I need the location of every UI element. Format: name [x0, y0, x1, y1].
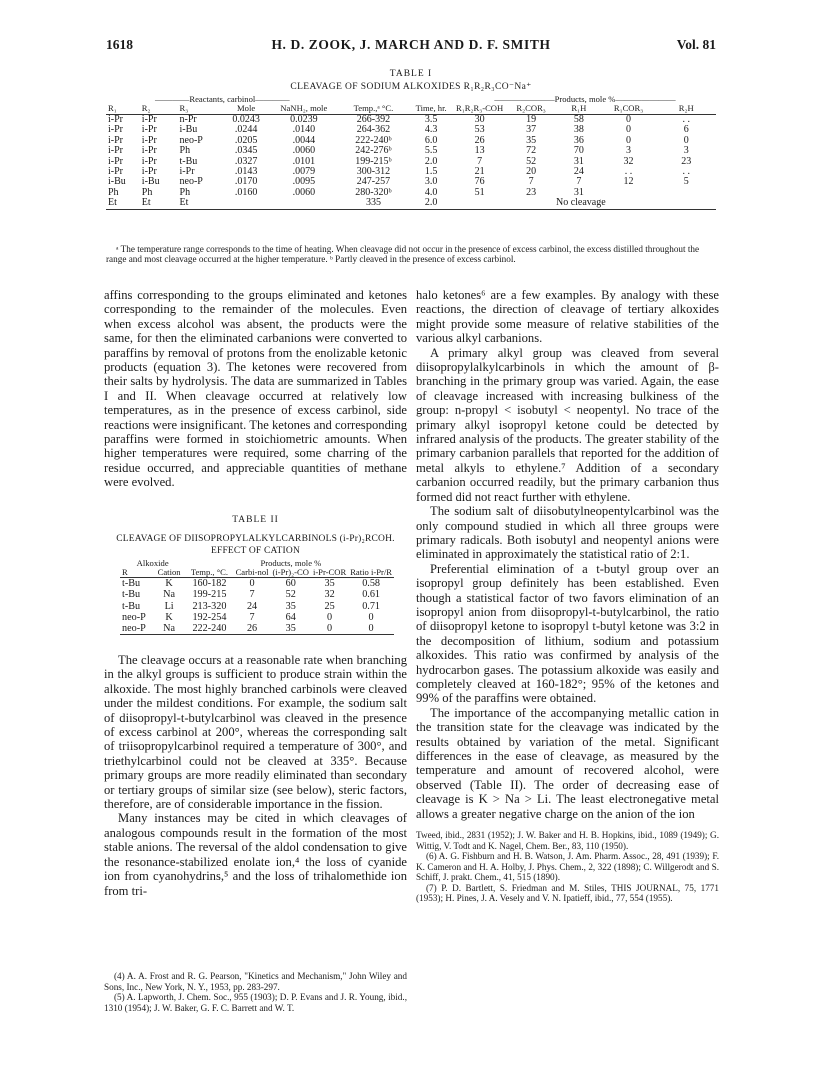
footnote: (4) A. A. Frost and R. G. Pearson, "Kinetics and Mechanism," John Wiley and Sons, Inc., New York, N. Y., 1953, pp. 283-297.: [104, 971, 407, 992]
table1-cell: .0101: [292, 155, 316, 167]
table1-group-reactants: ————Reactants, carbinol————: [155, 94, 290, 104]
table1-cell: . .: [682, 114, 690, 125]
footnote: Tweed, ibid., 2831 (1952); J. W. Baker and H. B. Hopkins, ibid., 1089 (1949); G. Wittig, V. Todt and K. Nagel, Chem. Ber., 83, 110 (1950).: [416, 830, 719, 851]
table1-cell: 0.0239: [290, 114, 318, 125]
left-column: [104, 288, 407, 490]
table1-cell: .0244: [234, 124, 258, 136]
running-authors: H. D. ZOOK, J. MARCH AND D. F. SMITH: [271, 37, 551, 52]
table1-cell: 24: [573, 166, 584, 178]
volume-label: Vol. 81: [676, 37, 716, 52]
table2-cell: 26: [234, 623, 271, 635]
table2: [120, 559, 394, 635]
table1-cell: 4.0: [424, 186, 438, 198]
table2-cell: t-Bu: [122, 578, 141, 589]
table1-cell: .0044: [292, 134, 316, 146]
table1-col-header: Time, hr.: [408, 104, 454, 115]
table2-cell: 0: [327, 611, 333, 623]
table1-cell: 12: [623, 176, 634, 188]
table1-cell: 6: [683, 124, 689, 136]
table2-cell: 35: [271, 623, 311, 635]
right-column: [416, 288, 719, 821]
table1-caption: CLEAVAGE OF SODIUM ALKOXIDES R₁R₂R₃CO⁻Na⁺: [290, 82, 532, 92]
table2-row: [120, 601, 394, 612]
table1-cell: .0060: [292, 145, 316, 157]
table1-cell: i-Pr: [108, 114, 123, 125]
table1-cell: . .: [682, 166, 690, 178]
table1-cell: .0327: [234, 155, 258, 167]
table2-title: TABLE II: [232, 515, 279, 525]
table1-cell: neo-P: [179, 176, 203, 188]
table1-col-header: R₁R₂R₃-COH: [456, 103, 504, 113]
table1-cell: 247-257: [356, 176, 391, 188]
table1-cell: 35: [526, 134, 537, 146]
table1-cell: 19: [526, 114, 537, 125]
table1-cell: 72: [526, 145, 537, 157]
table2-cell: 192-254: [192, 611, 227, 623]
table1-cell: i-Pr: [141, 134, 157, 146]
table1-cell: i-Pr: [141, 166, 157, 178]
table1-cell: 52: [526, 155, 537, 167]
table1-cell: Ph: [179, 186, 191, 198]
table1-cell: 0: [626, 114, 632, 125]
table1-col-header: Temp.,ᵃ °C.: [339, 104, 409, 115]
table1-cell: 7: [576, 176, 582, 188]
table1-cell: 23: [681, 155, 692, 167]
table2-col-header: i-Pr-COR: [312, 567, 347, 577]
table1-row: [106, 198, 716, 209]
table2-cell: 160-182: [192, 578, 227, 589]
table1-cell: Et: [106, 198, 140, 209]
table1-cell: i-Bu: [108, 176, 126, 188]
table1-cell: 222-240ᵇ: [355, 134, 392, 146]
table1-cell: i-Pr: [141, 155, 157, 167]
table1-cell: 53: [474, 124, 485, 136]
table2-cell: Li: [164, 600, 174, 612]
table2-cell: neo-P: [120, 623, 153, 635]
footnote: (7) P. D. Bartlett, S. Friedman and M. Stiles, THIS JOURNAL, 75, 1771 (1953); H. Pines, J. A. Vesely and V. N. Ipatieff, ibid., 77, 554 (1955).: [416, 882, 719, 903]
table1-cell: Et: [178, 198, 224, 209]
table1-cell: 26: [474, 134, 485, 146]
table1-row: [106, 177, 716, 187]
table1-cell: 3.5: [424, 114, 438, 125]
table1-title: TABLE I: [389, 69, 433, 79]
paragraph: A primary alkyl group was cleaved from several diisopropylalkylcarbinols in which the amount of β-branching in the primary group was varied. Again, the ease of cleavage increased with increasing bulkiness of the group: n-propyl < isobutyl < neopentyl. No trace of the primary alkyl isopropyl ketone could be detected by infrared analysis of the products. The greater stability of the primary carbanion parallels that reported for the addition of metal alkyls to ethylene.⁷ Addition of a secondary carbanion occurred readily, but the primary carbanion thus formed did not react further with ethylene.: [416, 345, 719, 504]
table1-cell: 6.0: [424, 134, 438, 146]
table1-cell: . .: [624, 166, 633, 178]
table1-cell: 242-276ᵇ: [355, 145, 392, 157]
table1-cell: .0079: [292, 166, 316, 178]
table1-cell: i-Pr: [141, 145, 157, 157]
table1-cell: 70: [573, 145, 584, 157]
table1-col-header: R₁COR₃: [601, 104, 657, 115]
table1-cell: neo-P: [179, 134, 203, 146]
table1-row: [106, 136, 716, 146]
table1-cell: 21: [474, 166, 485, 178]
page-number: 1618: [106, 37, 133, 52]
table1-cell: 23: [526, 186, 537, 198]
table1-cell: 76: [474, 176, 485, 188]
table1-row: [106, 115, 716, 126]
table1-col-header: R₃: [178, 104, 224, 115]
left-column-lower: [104, 653, 407, 898]
table2-cell: 35: [324, 578, 335, 589]
table2-cell: Na: [153, 623, 185, 635]
table2-col-header: R: [120, 568, 153, 578]
table1-group-products: ———————Products, mole %———————: [494, 94, 676, 104]
paragraph: The cleavage occurs at a reasonable rate when branching in the alkyl groups is sufficient to produce strain within the alkoxide. The most highly branched carbinols were cleaved under the mildest conditions. For example, the sodium salt of diisopropyl-t-butylcarbinol was cleaved in the presence of excess carbinol at 200°, whereas the corresponding salt of triisopropylcarbinol required a temperature of 300°, and triethylcarbinol could not be cleaved at 335°. Because primary groups are more readily eliminated than secondary or tertiary groups of similar size (see below), steric factors, therefore, are of considerable importance in the fission.: [104, 653, 407, 812]
table1-cell: 3.0: [424, 176, 438, 188]
table2-cell: 0: [311, 623, 348, 635]
table1-cell: 280-320ᵇ: [355, 186, 392, 198]
table1-cell: 335: [339, 198, 409, 209]
table2-col-header: Carbi-nol: [235, 567, 269, 577]
footnote: (6) A. G. Fishburn and H. B. Watson, J. Am. Pharm. Assoc., 28, 491 (1939); F. K. Cameron and H. A. Holby, J. Phys. Chem., 2, 322 (1898); C. Willgerodt and S. Schiff, J. prakt. Chem., 41, 515 (1890).: [416, 851, 719, 882]
table1-cell: i-Bu: [179, 124, 198, 136]
table2-cell: 0.71: [362, 600, 381, 612]
table1-cell: 3: [683, 145, 689, 157]
table1-col-header: Mole: [223, 104, 269, 115]
table1-col-header: R₁: [106, 104, 140, 115]
table1-cell: .0060: [292, 186, 316, 198]
table2-cell: 199-215: [192, 589, 227, 601]
table1-cell: 31: [573, 155, 584, 167]
table1-col-header: R₁H: [557, 104, 601, 115]
footnotes-right: [416, 830, 719, 904]
table1-cell: 7: [528, 176, 534, 188]
table1-cell: 3: [626, 145, 632, 157]
table1-cell: 5: [683, 176, 689, 188]
table1-row: [106, 188, 716, 198]
table1-cell: 58: [573, 114, 584, 125]
running-header: [106, 37, 716, 55]
table1-cell: 30: [474, 114, 485, 125]
table2-cell: Na: [163, 589, 176, 601]
table1-cell: 2.0: [424, 155, 438, 167]
paragraph: Preferential elimination of a t-butyl group over an isopropyl group definitely has been established. Even though a statistical factor of two favors elimination of an isopropyl anion from diisopropyl-t-butylcarbinol, the ratio of diisopropyl ketone to isopropyl t-butyl ketone was 3:2 in the decomposition of lithium, sodium and potassium alkoxides. This ratio was confirmed by analysis of the hydrocarbon gases. The potassium alkoxide was easily and completely cleaved at 160-182°; 95% of the ketones and 99% of the paraffins were obtained.: [416, 561, 719, 706]
table1-cell: 20: [526, 166, 537, 178]
table2-row: [120, 623, 394, 635]
table2-block: [104, 515, 407, 635]
table1-cell: n-Pr: [179, 114, 197, 125]
table1-cell: 0: [626, 134, 632, 146]
table1-cell: .0160: [234, 186, 258, 198]
table1-cell: i-Pr: [108, 155, 123, 167]
table2-cell: 35: [285, 600, 296, 612]
table1: [106, 95, 716, 210]
table1-cell: 51: [474, 186, 485, 198]
footnotes-left: [104, 971, 407, 1013]
table2-cell: 60: [285, 578, 296, 589]
table2-cell: 24: [246, 600, 258, 612]
table1-cell: i-Pr: [108, 124, 123, 136]
table1-col-header: R₂COR₃: [505, 104, 557, 115]
footnote: (5) A. Lapworth, J. Chem. Soc., 955 (1903); D. P. Evans and J. R. Young, ibid., 1310 (1954); J. W. Baker, G. F. C. Barrett and W. T.: [104, 992, 407, 1013]
table2-cell: 0: [348, 623, 394, 635]
table1-col-header: NaNH₂, mole: [269, 104, 339, 115]
table1-cell: [601, 188, 657, 198]
table2-col-header: (i-Pr)₂-CO: [272, 567, 309, 577]
table1-cell: .0143: [234, 166, 258, 178]
table1-cell: i-Pr: [141, 124, 157, 136]
table2-cell: 213-320: [192, 600, 227, 612]
table2-row: [120, 578, 394, 590]
table1-cell: 0: [683, 134, 689, 146]
table1-cell: 32: [623, 155, 634, 167]
table1-footnote: ᵃ The temperature range corresponds to the time of heating. When cleavage did not occur in the presence of excess carbinol, the excess distilled throughout the range and most cleavage occurred at the higher temperature. ᵇ Partly cleaved in the presence of excess carbinol.: [106, 244, 700, 265]
table2-cell: 25: [324, 600, 335, 612]
table1-cell: 2.0: [408, 198, 454, 209]
table2-caption: CLEAVAGE OF DIISOPROPYLALKYLCARBINOLS (i-Pr)₂RCOH. EFFECT OF CATION: [116, 534, 395, 556]
table2-cell: K: [165, 611, 173, 623]
table1-cell: 0: [626, 124, 632, 136]
paragraph: The sodium salt of diisobutylneopentylcarbinol was the only compound studied in which all three groups were primary radicals. Both isobutyl and neopentyl anions were eliminated in approximately the statistical ratio of 2:1.: [416, 504, 719, 562]
table1-cell: .0205: [234, 134, 258, 146]
table2-cell: 7: [249, 611, 255, 623]
table2-cell: neo-P: [122, 611, 146, 623]
table1-col-header: R₂H: [656, 104, 716, 115]
table1-col-header: R₂: [140, 104, 178, 115]
table2-cell: 32: [324, 589, 335, 601]
table1-cell: i-Pr: [179, 166, 195, 178]
table1-cell: .0170: [234, 176, 258, 188]
table2-cell: t-Bu: [122, 600, 141, 612]
table2-cell: 7: [249, 589, 255, 601]
table2-col-header: Temp., °C.: [185, 568, 233, 578]
table1-cell: 4.3: [424, 124, 438, 136]
table2-cell: 222-240: [185, 623, 233, 635]
table2-row: [120, 612, 394, 623]
table1-cell: i-Pr: [141, 114, 157, 125]
table2-cell: K: [165, 578, 173, 589]
table1-cell: t-Bu: [179, 155, 198, 167]
table1-cell: 5.5: [424, 145, 438, 157]
table1-cell-no-cleavage: No cleavage: [505, 198, 656, 209]
table2-cell: 64: [285, 611, 296, 623]
table1-cell: 0.0243: [232, 114, 260, 125]
table1-cell: 199-215ᵇ: [355, 155, 392, 167]
table2-col-header: Ratio i-Pr/R: [348, 568, 394, 578]
table1-cell: 13: [474, 145, 485, 157]
table1-cell: 266-392: [356, 114, 391, 125]
table2-cell: t-Bu: [122, 589, 141, 601]
table1-cell: .0140: [292, 124, 316, 136]
table1-cell: 300-312: [356, 166, 391, 178]
table2-group-products: Products, mole %: [260, 558, 322, 568]
paragraph: halo ketones⁶ are a few examples. By analogy with these reactions, the direction of cleavage of tertiary alkoxides might provide some measure of relative stabilities of the various alkyl carbanions.: [416, 288, 719, 346]
table1-cell: .0345: [234, 145, 258, 157]
table2-col-alkoxide: Alkoxide: [136, 558, 169, 568]
table1-cell: i-Pr: [108, 145, 123, 157]
table1-cell: 37: [526, 124, 537, 136]
table1-cell: 7: [477, 155, 483, 167]
table2-col-header: Cation: [153, 568, 185, 578]
table2-row: [120, 589, 394, 600]
paragraph: Many instances may be cited in which cleavages of analogous compounds result in the formation of the most stable anions. The reversal of the aldol condensation to give the resonance-stabilized enolate ion,⁴ the loss of cyanide ion from cyanohydrins,⁵ and the loss of trihalomethide ion from tri-: [104, 811, 407, 898]
table1-cell: .0095: [292, 176, 316, 188]
table1-cell: Ph: [141, 186, 153, 198]
table2-cell: 52: [285, 589, 296, 601]
table1-cell: i-Bu: [141, 176, 160, 188]
table2-cell: 0.61: [362, 589, 381, 601]
table1-cell: 36: [573, 134, 584, 146]
table1-cell: i-Pr: [108, 166, 123, 178]
paragraph: affins corresponding to the groups eliminated and ketones corresponding to the remainder of the molecules. Even when excess alcohol was absent, the products were the same, for then the eliminated carbanions were converted to paraffins by removal of protons from the enolizable ketonic products (equation 3). The ketones were recovered from their salts by hydrolysis. The data are summarized in Tables I and II. When cleavage occurred at relatively low temperatures, as in the presence of excess carbinol, side reactions were insignificant. The ketones and corresponding paraffins were formed in stoichiometric amounts. When higher temperatures were required, some charring of the residue occurred, and appreciable quantities of methane were evolved.: [104, 288, 407, 490]
table1-cell: 264-362: [356, 124, 391, 136]
table1-cell: Et: [140, 198, 178, 209]
table1-cell: 1.5: [424, 166, 438, 178]
paragraph: The importance of the accompanying metallic cation in the transition state for the cleavage was indicated by the results obtained by variation of the metal. Significant differences in the ease of cleavage, as measured by the temperature and amount of recovered alcohol, were observed (Table II). The order of decreasing ease of cleavage is K > Na > Li. The least electronegative metal allows a greater negative charge on the anion of the ion: [416, 705, 719, 821]
table1-cell: 38: [573, 124, 584, 136]
table1-cell: Ph: [179, 145, 191, 157]
table1-cell: Ph: [108, 186, 119, 198]
table1-cell: [656, 188, 716, 198]
table2-cell: 0: [368, 611, 374, 623]
table2-cell: 0: [249, 578, 255, 589]
table1-cell: i-Pr: [108, 134, 123, 146]
table1-cell: 31: [573, 186, 584, 198]
table2-cell: 0.58: [362, 578, 381, 589]
